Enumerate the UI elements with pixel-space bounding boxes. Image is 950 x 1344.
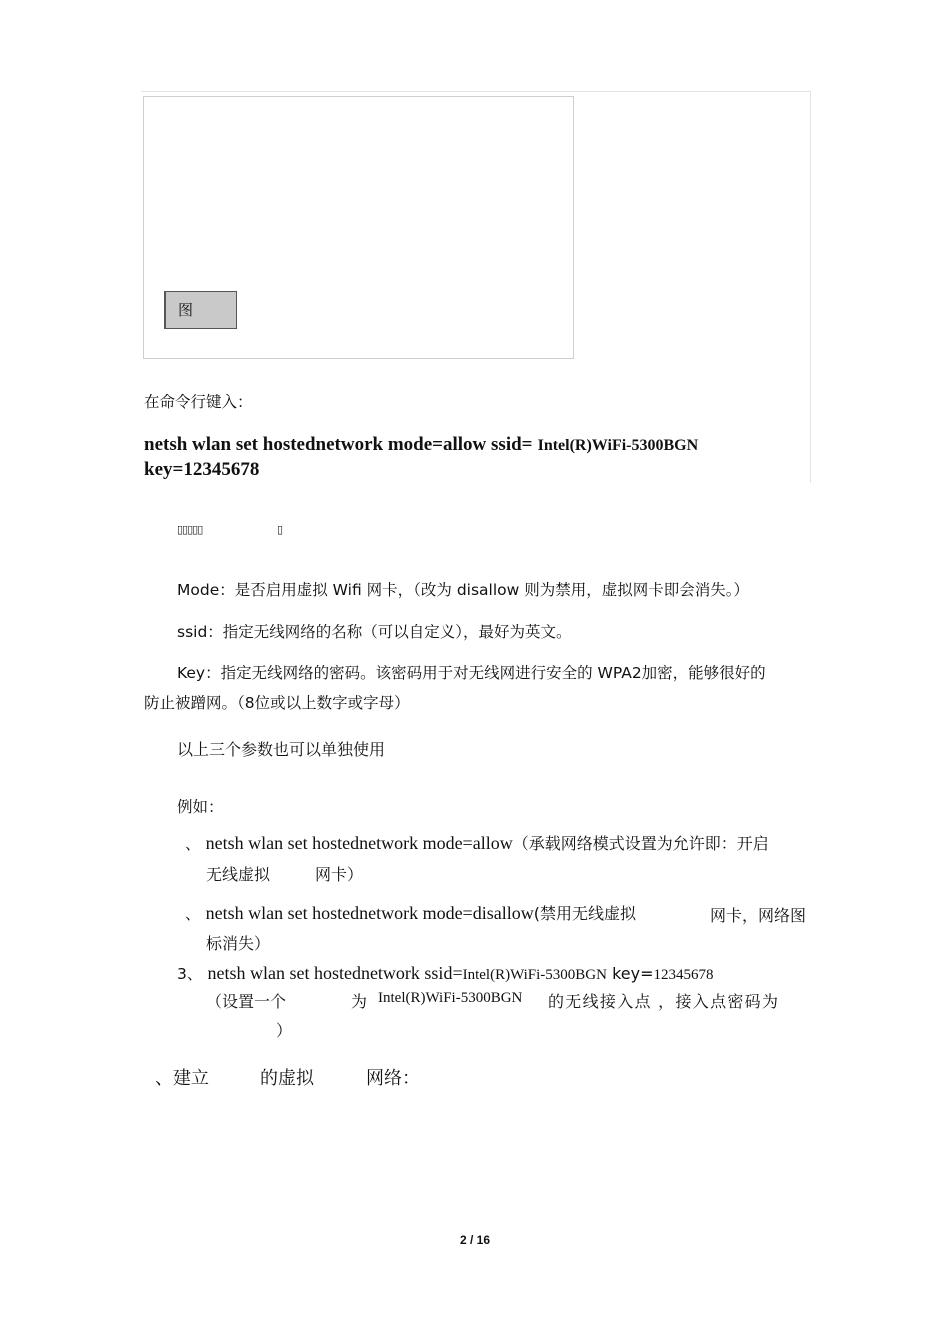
command-text: netsh wlan set hostednetwork mode=allow ssid= <box>144 434 533 455</box>
param-ssid <box>177 620 572 642</box>
section-heading-a: 、建立 <box>155 1068 209 1089</box>
figure-caption: 图 <box>164 291 237 329</box>
intro-text: 在命令行键入： <box>144 393 253 411</box>
example-item-2 <box>185 901 636 924</box>
example-desc-b: 为 <box>351 992 368 1011</box>
section-heading-b: 的虚拟 <box>260 1068 314 1089</box>
param-key <box>177 661 766 683</box>
command-key: key=12345678 <box>144 459 260 480</box>
param-mode-desc: ：是否启用虚拟 Wifi 网卡，（改为 disallow 则为禁用，虚拟网卡即会消失。） <box>219 581 749 599</box>
param-mode-key: Mode <box>177 581 220 599</box>
example-key-label: key= <box>612 964 654 983</box>
param-mode <box>177 578 749 600</box>
param-key-key: Key <box>177 664 206 682</box>
param-key-desc-2: 防止被蹭网。（8位或以上数字或字母） <box>144 694 410 712</box>
param-ssid-desc: ：指定无线网络的名称（可以自定义），最好为英文。 <box>207 623 572 641</box>
example-desc-b: 网卡，网络图 <box>710 906 807 925</box>
example-ssid: Intel(R)WiFi-5300BGN <box>462 967 607 983</box>
example-key-value: 12345678 <box>653 967 714 983</box>
example-desc: (禁用无线虚拟 <box>533 904 636 923</box>
example-item-1 <box>185 831 769 854</box>
garbled-text-end: ▯ <box>277 523 283 536</box>
example-desc-ssid: Intel(R)WiFi-5300BGN <box>378 990 523 1006</box>
example-desc-a: （设置一个 <box>206 992 287 1011</box>
example-desc-cont-b: 网卡） <box>315 865 364 884</box>
param-key-desc: ：指定无线网络的密码。该密码用于对无线网进行安全的 WPA2加密，能够很好的 <box>205 664 766 682</box>
example-item-3 <box>177 962 714 984</box>
command-ssid: Intel(R)WiFi-5300BGN <box>537 437 699 454</box>
example-cmd: netsh wlan set hostednetwork mode=disallow <box>205 903 534 923</box>
example-cmd: netsh wlan set hostednetwork ssid= <box>207 963 463 983</box>
example-num: 3、 <box>177 965 203 983</box>
section-heading-c: 网络： <box>366 1068 420 1089</box>
example-desc-c: 的无线接入点 ，接入点密码为 <box>548 992 780 1011</box>
params-note: 以上三个参数也可以单独使用 <box>177 740 386 759</box>
example-cmd: netsh wlan set hostednetwork mode=allow <box>205 833 513 853</box>
param-ssid-key: ssid <box>177 623 208 641</box>
page-number: 2 / 16 <box>459 1233 491 1247</box>
example-label: 例如： <box>177 798 224 816</box>
example-num: 、 <box>185 905 201 923</box>
example-desc-cont: 无线虚拟 <box>206 865 271 884</box>
example-num: 、 <box>185 835 201 853</box>
example-desc-end: ） <box>276 1021 293 1040</box>
command-line-1 <box>144 434 698 456</box>
example-desc-cont: 标消失） <box>206 934 271 953</box>
example-desc: （承载网络模式设置为允许即：开启 <box>512 834 769 853</box>
garbled-text: ▯▯▯▯▯ <box>177 523 203 536</box>
